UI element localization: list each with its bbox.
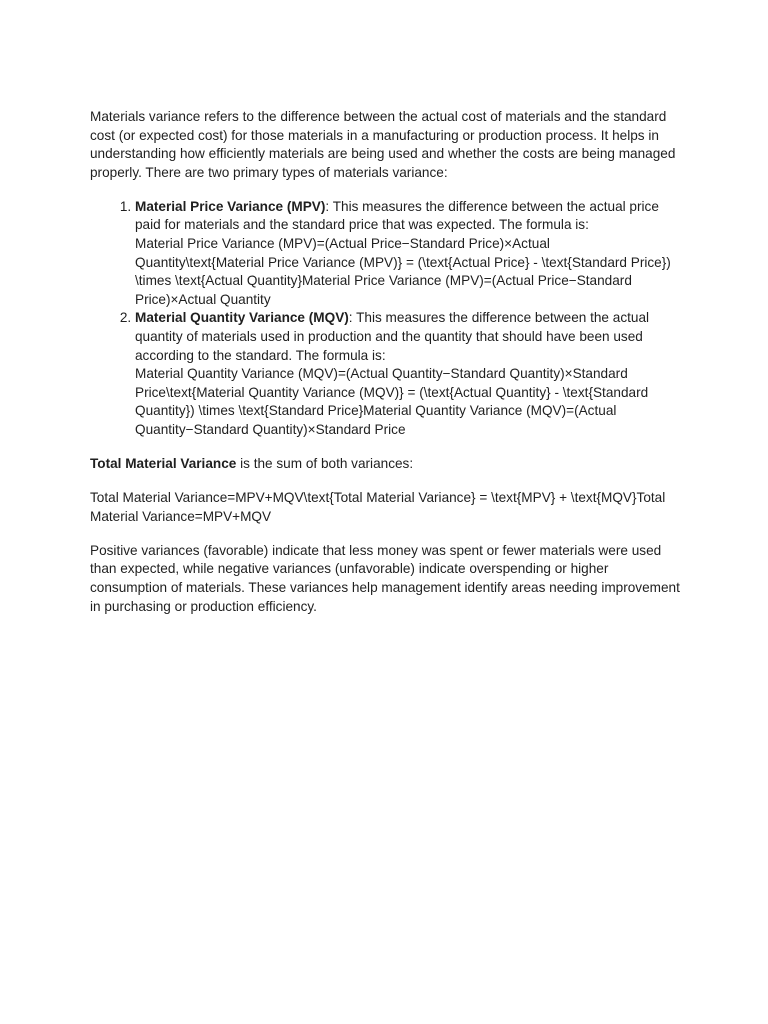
conclusion-paragraph: Positive variances (favorable) indicate that less money was spent or fewer materials were used than expected, while negative variances (unfavorable) indicate overspending or higher consumption of materials. These variances help management identify areas needing improvement in purchasing or production efficiency. [90, 542, 680, 614]
list-item-mqv [135, 309, 682, 439]
list-item-mpv [135, 198, 682, 310]
variance-list [90, 198, 682, 440]
intro-paragraph: Materials variance refers to the difference between the actual cost of materials and the standard cost (or expected cost) for those materials in a manufacturing or production process. It helps in understanding how efficiently materials are being used and whether the costs are being managed properly. There are two primary types of materials variance: [90, 109, 676, 180]
term-total: Total Material Variance [90, 456, 237, 472]
total-paragraph [90, 455, 682, 474]
term-mqv: Material Quantity Variance (MQV) [135, 310, 349, 326]
total-formula: Total Material Variance=MPV+MQV\text{Total Material Variance} = \text{MPV} + \text{MQV}Total Material Variance=MPV+MQV [90, 490, 666, 524]
term-mpv: Material Price Variance (MPV) [135, 198, 326, 214]
description-mpv: : This measures the difference between the actual price paid for materials and the standard price that was expected. The formula is: [135, 198, 659, 233]
description-mqv: : This measures the difference between the actual quantity of materials used in production and the quantity that should have been used according to the standard. The formula is: [135, 310, 650, 363]
formula-mpv: Material Price Variance (MPV)=(Actual Price−Standard Price)×Actual Quantity\text{Material Price Variance (MPV)} = (\text{Actual Price} - \text{Standard Price}) \times \text{Actual Quantity}Material Price Variance (MPV)=(Actual Price−Standard Price)×Actual Quantity [135, 236, 671, 307]
document-page [90, 108, 682, 632]
total-text: is the sum of both variances: [236, 456, 414, 472]
formula-mqv: Material Quantity Variance (MQV)=(Actual Quantity−Standard Quantity)×Standard Price\text{Material Quantity Variance (MQV)} = (\text{Actual Quantity} - \text{Standard Quantity}) \times \text{Standard Price}Material Quantity Variance (MQV)=(Actual Quantity−Standard Quantity)×Standard Price [135, 366, 649, 437]
